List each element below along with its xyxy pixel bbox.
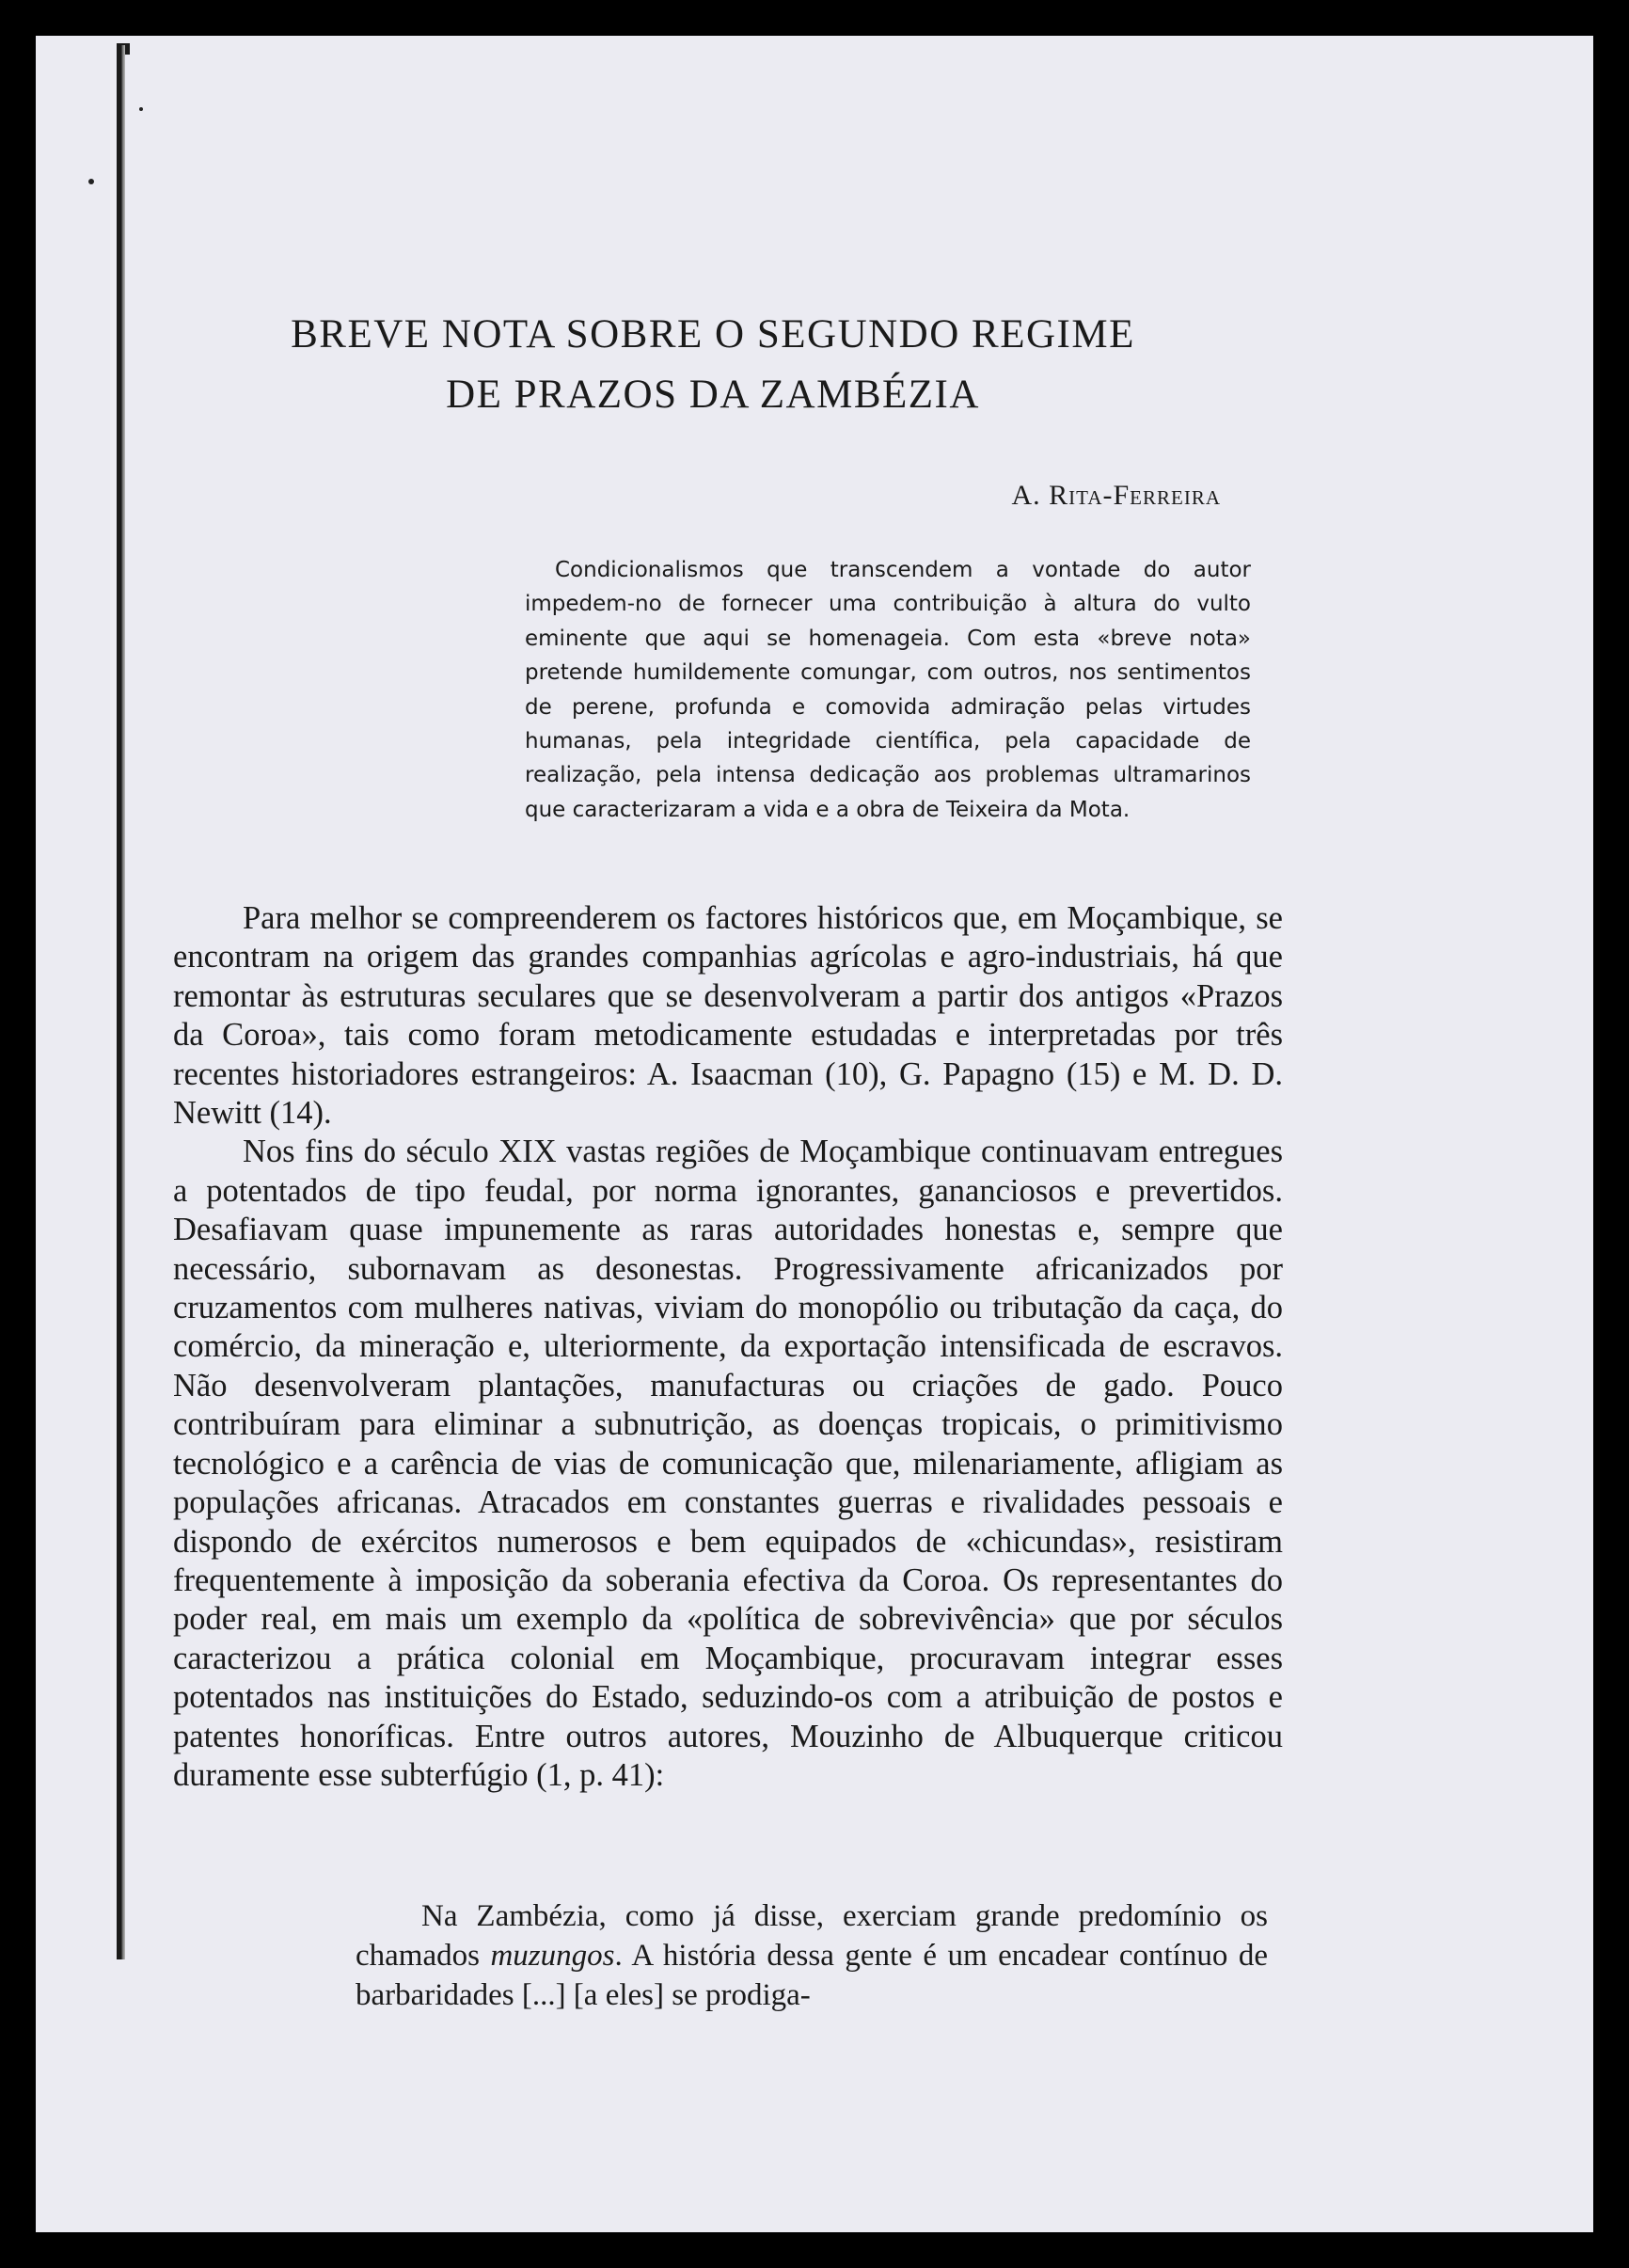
article-title-line-2: DE PRAZOS DA ZAMBÉZIA (446, 373, 980, 417)
author-initial: A. (1011, 480, 1050, 511)
paragraph: Nos fins do século XIX vastas regiões de Moçambique continuavam entregues a potentados de tipo feudal, por norma ignorantes, gananciosos e prevertidos. Desafiavam quase impunemente as raras autoridades honestas e, sempre que necessário, subornavam as desonestas. Progressivamente africanizados por cruzamentos com mulheres nativas, viviam do monopólio ou tributação da caça, do comércio, da mineração e, ulteriormente, da exportação intensificada de escravos. Não desenvolveram plantações, manufacturas ou criações de gado. Pouco contribuíram para eliminar a subnutrição, as doenças tropicais, o primitivismo tecnológico e a carência de vias de comunicação que, milenariamente, afligiam as populações africanas. Atracados em constantes guerras e rivalidades pessoais e dispondo de exércitos numerosos e bem equipados de «chicundas», resistiram frequentemente à imposição da soberania efectiva da Coroa. Os representantes do poder real, em mais um exemplo da «política de sobrevivência» que por séculos caracterizou a prática colonial em Moçambique, procuravam integrar esses potentados nas instituições do Estado, seduzindo-os com a atribuição de postos e patentes honoríficas. Entre outros autores, Mouzinho de Albuquerque criticou duramente esse subterfúgio (1, p. 41): (173, 1134, 1283, 1793)
quote-emphasis: muzungos (490, 1939, 615, 1973)
article-title-line-1: BREVE NOTA SOBRE O SEGUNDO REGIME (291, 312, 1135, 357)
document-page (36, 36, 1593, 2232)
speck-mark (139, 107, 143, 111)
dedication-block (525, 553, 1251, 827)
speck-mark (88, 179, 94, 184)
paragraph: Para melhor se compreenderem os factores históricos que, em Moçambique, se encontram na origem das grandes companhias agrícolas e agro-industriais, há que remontar às estruturas seculares que se desenvolveram a partir dos antigos «Prazos da Coroa», tais como foram metodicamente estudadas e interpretadas por três recentes historiadores estrangeiros: A. Isaacman (10), G. Papagno (15) e M. D. D. Newitt (14). (173, 900, 1283, 1132)
author-surname: Rita-Ferreira (1049, 480, 1221, 511)
quote-text (356, 1896, 1268, 2015)
block-quote (356, 1896, 1268, 2015)
dedication-text: Condicionalismos que transcendem a vontade do autor impedem-no de fornecer uma contribuição à altura do vulto eminente que aqui se homenageia. Com esta «breve nota» pretende humildemente comungar, com outros, nos sentimentos de perene, profunda e comovida admiração pelas virtudes humanas, pela integridade científica, pela capacidade de realização, pela intensa dedicação aos problemas ultramarinos que caracterizaram a vida e a obra de Teixeira da Mota. (525, 558, 1251, 822)
binding-rule (117, 45, 125, 1959)
quote-text-end: . A história dessa gente é um encadear contínuo de barbaridades [...] [a eles] se prodiga- (356, 1939, 1268, 2012)
body-text (173, 899, 1283, 1795)
author-name (788, 480, 1221, 512)
quote-text-start: Na Zambézia, como já disse, exerciam grande predomínio os chamados (356, 1899, 1268, 1973)
